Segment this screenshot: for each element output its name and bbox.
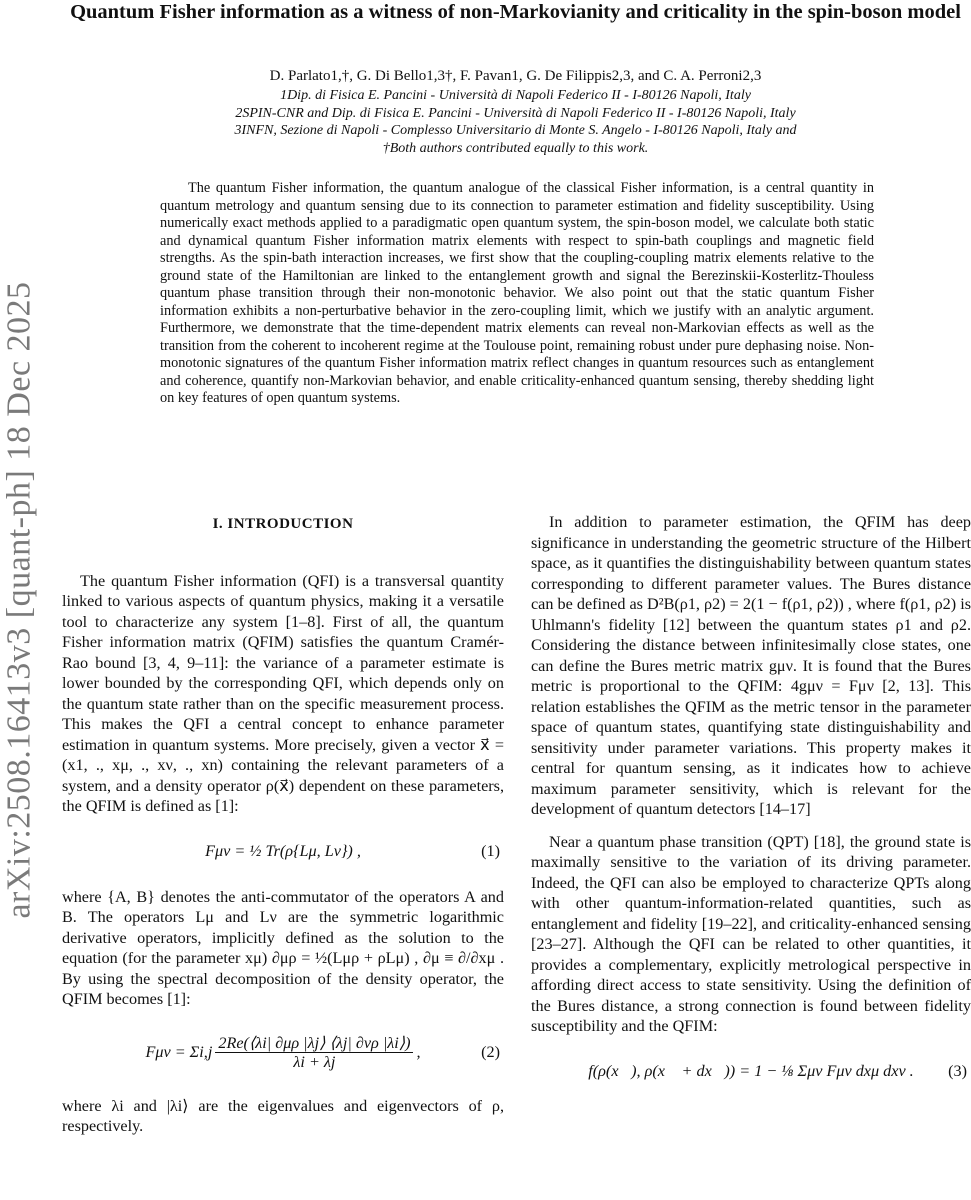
equation-3	[531, 1051, 971, 1093]
affiliations	[60, 87, 971, 157]
abstract: The quantum Fisher information, the quantum analogue of the classical Fisher information, is a central quantity in quantum metrology and quantum sensing due to its connection to parameter estimation and fidelity susceptibility. Using numerically exact methods applied to a paradigmatic open quantum system, the spin-boson model, we calculate both static and dynamical quantum Fisher information matrix elements with respect to spin-bath couplings and magnetic field strengths. As the spin-bath interaction increases, we first show that the coupling-coupling matrix elements relative to the ground state of the Hamiltonian are linked to the entanglement growth and signal the Berezinskii-Kosterlitz-Thouless quantum phase transition through their non-monotonic behavior. We also point out that the static quantum Fisher information exhibits a non-perturbative behavior in the zero-coupling limit, which we justify with an analytic argument. Furthermore, we demonstrate that the time-dependent matrix elements can reveal non-Markovian effects as well as the transition from the coherent to incoherent regime at the Toulouse point, remaining robust under pure dephasing noise. Non-monotonic signatures of the quantum Fisher information matrix reflect changes in quantum resources such as entanglement and coherence, quantify non-Markovian behavior, and enable criticality-enhanced quantum sensing, thereby shedding light on key features of open quantum systems.	[160, 180, 874, 406]
equation-2-number: (2)	[481, 1043, 500, 1062]
left-column	[62, 512, 504, 1137]
equal-contribution-note: †Both authors contributed equally to this work.	[382, 140, 649, 156]
equation-3-body: f(ρ(x⃗), ρ(x⃗ + dx⃗)) = 1 − ⅛ Σμν Fμν dxμ dxν .	[588, 1062, 914, 1081]
intro-paragraph-4: In addition to parameter estimation, the QFIM has deep significance in understanding the geometric structure of the Hilbert space, as it quantifies the distinguishability between quantum states corresponding to different parameter values. The Bures distance can be defined as D²B(ρ1, ρ2) = 2(1 − f(ρ1, ρ2)) , where f(ρ1, ρ2) is Uhlmann's fidelity [12] between the quantum states ρ1 and ρ2. Considering the distance between infinitesimally close states, one can define the Bures metric matrix gμν. It is found that the Bures metric is proportional to the QFIM: 4gμν = Fμν [2, 13]. This relation establishes the QFIM as the metric tensor in the parameter space of quantum states, quantifying state distinguishability and sensitivity under parameter variations. This property makes it central for quantum sensing, as it indicates how to achieve maximum parameter sensitivity, which is relevant for the development of quantum detectors [14–17]	[531, 513, 971, 818]
intro-paragraph-5: Near a quantum phase transition (QPT) [18], the ground state is maximally sensitive to the variation of its driving parameter. Indeed, the QFI can also be employed to characterize QPTs along with other quantum-information-related quantities, such as entanglement and fidelity [19–22], and criticality-enhanced sensing [23–27]. Although the QFI can be related to other quantities, it provides a complementary, explicitly metrological perspective in affording direct access to state sensitivity. Using the definition of the Bures distance, a strong connection is found between fidelity susceptibility and the QFIM:	[531, 832, 971, 1035]
equation-3-number: (3)	[948, 1062, 967, 1081]
equation-2-lhs: Fμν = Σi,j	[145, 1043, 213, 1062]
affiliation-1: 1Dip. di Fisica E. Pancini - Università di Napoli Federico II - I-80126 Napoli, Italy	[280, 88, 751, 103]
right-column	[531, 512, 971, 1107]
equation-2	[62, 1024, 504, 1082]
arxiv-identifier: arXiv:2508.16413v3 [quant-ph] 18 Dec 2025	[1, 281, 39, 919]
equation-1-number: (1)	[481, 842, 500, 861]
equation-2-tail: ,	[416, 1043, 421, 1062]
arxiv-sidebar	[0, 0, 40, 1200]
intro-paragraph-2: where {A, B} denotes the anti-commutator of the operators A and B. The operators Lμ and Lν are the symmetric logarithmic derivative operators, implicitly defined as the solution to the equation (for the parameter xμ) ∂μρ = ½(Lμρ + ρLμ) , ∂μ ≡ ∂/∂xμ . By using the spectral decomposition of the density operator, the QFIM becomes [1]:	[62, 887, 504, 1008]
equation-2-denominator: λi + λj	[293, 1053, 336, 1071]
equation-1	[62, 831, 504, 873]
equation-2-fraction	[215, 1034, 413, 1071]
paper-title: Quantum Fisher information as a witness of non-Markovianity and criticality in the spin-boson model	[70, 1, 961, 23]
intro-paragraph-3: where λi and |λi⟩ are the eigenvalues and eigenvectors of ρ, respectively.	[62, 1096, 504, 1135]
section-heading: I. INTRODUCTION	[212, 516, 354, 532]
affiliation-2: 2SPIN-CNR and Dip. di Fisica E. Pancini - Università di Napoli Federico II - I-80126 Napoli, Italy	[235, 105, 796, 121]
equation-2-numerator: 2Re(⟨λi| ∂μρ |λj⟩ ⟨λj| ∂νρ |λi⟩)	[215, 1034, 413, 1053]
affiliation-3: 3INFN, Sezione di Napoli - Complesso Universitario di Monte S. Angelo - I-80126 Napoli, Italy and	[234, 123, 797, 138]
equation-1-body: Fμν = ½ Tr(ρ{Lμ, Lν}) ,	[205, 842, 361, 861]
intro-paragraph-1: The quantum Fisher information (QFI) is a transversal quantity linked to various aspects of quantum physics, making it a versatile tool to characterize any system [1–8]. First of all, the quantum Fisher information matrix (QFIM) satisfies the quantum Cramér-Rao bound [3, 4, 9–11]: the variance of a parameter estimate is lower bounded by the corresponding QFI, which depends only on the quantum state rather than on the specific measurement process. This makes the QFI a central concept to enhance parameter estimation in quantum systems. More precisely, given a vector x⃗ = (x1, ., xμ, ., xν, ., xn) containing the relevant parameters of a system, and a density operator ρ(x⃗) dependent on these parameters, the QFIM is defined as [1]:	[62, 571, 504, 815]
author-list: D. Parlato1,†, G. Di Bello1,3†, F. Pavan1, G. De Filippis2,3, and C. A. Perroni2,3	[269, 68, 762, 84]
